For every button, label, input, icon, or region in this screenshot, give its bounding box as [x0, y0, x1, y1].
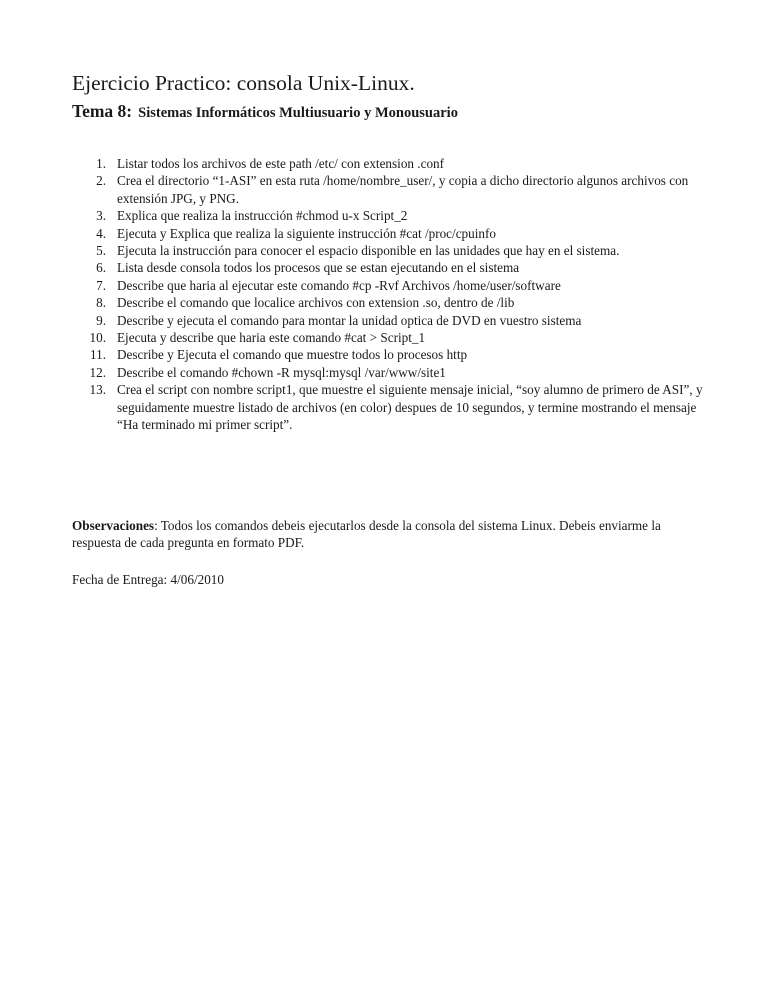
task-item-3 [72, 207, 712, 224]
task-number: 9. [96, 312, 106, 328]
observaciones-label: Observaciones [72, 518, 155, 533]
task-item-13 [72, 381, 712, 433]
document-title: Ejercicio Practico: consola Unix-Linux. [72, 71, 415, 95]
task-item-1 [72, 155, 712, 172]
task-number: 10. [89, 330, 106, 346]
task-item-8 [72, 294, 712, 311]
document-subtitle [72, 99, 458, 124]
task-number: 8. [96, 295, 106, 311]
task-text: Lista desde consola todos los procesos que se estan ejecutando en el sistema [117, 260, 520, 276]
task-text: Explica que realiza la instrucción #chmod u-x Script_2 [117, 208, 408, 224]
task-number: 1. [96, 156, 106, 171]
task-text: Ejecuta y describe que haria este comando #cat > Script_1 [117, 330, 426, 346]
task-item-7 [72, 277, 712, 294]
task-number: 12. [89, 364, 106, 380]
task-text: Listar todos los archivos de este path /etc/ con extension .conf [117, 156, 445, 171]
task-text: Describe que haria al ejecutar este comando #cp -Rvf Archivos /home/user/software [117, 277, 561, 293]
task-text: Ejecuta y Explica que realiza la siguiente instrucción #cat /proc/cpuinfo [117, 225, 496, 241]
task-item-9 [72, 312, 712, 329]
task-number: 7. [96, 277, 106, 293]
observaciones-paragraph [72, 517, 712, 552]
task-item-11 [72, 346, 712, 363]
task-text: Describe el comando #chown -R mysql:mysql /var/www/site1 [117, 364, 446, 380]
task-number: 4. [96, 225, 106, 241]
task-item-6 [72, 259, 712, 276]
task-text: Ejecuta la instrucción para conocer el espacio disponible en las unidades que hay en el sistema. [117, 243, 620, 259]
subtitle-label: Tema 8: [72, 101, 133, 121]
task-item-5 [72, 242, 712, 259]
task-number: 11. [90, 347, 106, 363]
subtitle-text: Sistemas Informáticos Multiusuario y Monousuario [138, 105, 458, 121]
task-item-10 [72, 329, 712, 346]
task-text: Crea el directorio “1-ASI” en esta ruta /home/nombre_user/, y copia a dicho directorio algunos archivos con extensión JPG, y PNG. [117, 173, 689, 206]
fecha-entrega: Fecha de Entrega: 4/06/2010 [72, 572, 224, 587]
task-number: 13. [89, 382, 106, 398]
task-number: 6. [96, 260, 106, 276]
task-item-2 [72, 172, 712, 207]
task-number: 5. [96, 243, 106, 259]
task-text: Crea el script con nombre script1, que muestre el siguiente mensaje inicial, “soy alumno de primero de ASI”, y seguidamente muestre listado de archivos (en color) despues de 10 segundos, y termine mostrando el mensaje “Ha terminado mi primer script”. [117, 382, 703, 433]
task-item-4 [72, 225, 712, 242]
task-text: Describe y ejecuta el comando para montar la unidad optica de DVD en vuestro sistema [117, 312, 582, 328]
task-item-12 [72, 364, 712, 381]
task-text: Describe el comando que localice archivos con extension .so, dentro de /lib [117, 295, 515, 311]
observaciones-text: : Todos los comandos debeis ejecutarlos desde la consola del sistema Linux. Debeis enviarme la respuesta de cada pregunta en formato PDF. [72, 518, 661, 551]
task-text: Describe y Ejecuta el comando que muestre todos lo procesos http [117, 347, 468, 363]
task-number: 2. [96, 173, 106, 189]
task-number: 3. [96, 208, 106, 224]
task-list [72, 155, 712, 434]
